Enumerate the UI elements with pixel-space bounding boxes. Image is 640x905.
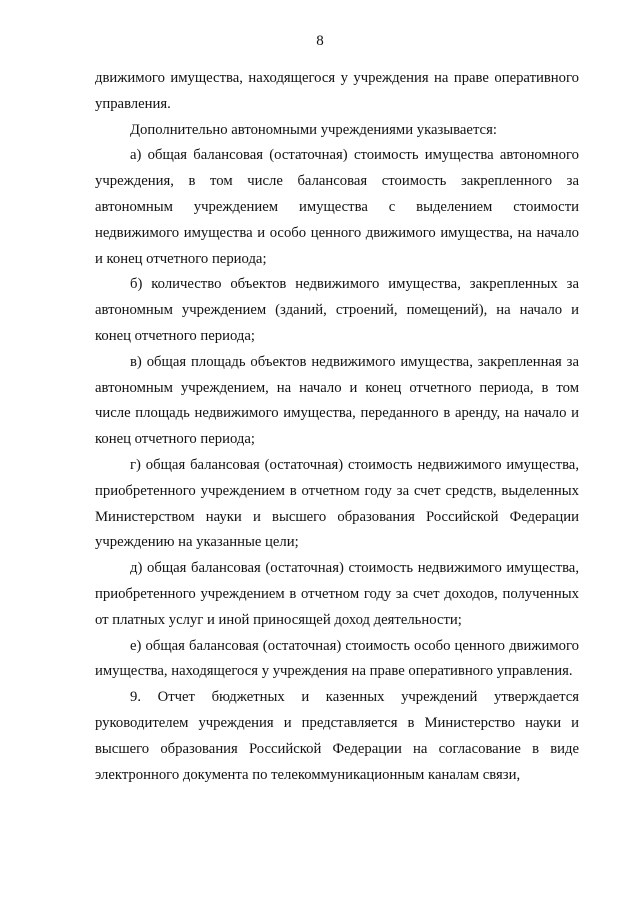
paragraph-item-d: д) общая балансовая (остаточная) стоимость недвижимого имущества, приобретенного учреждением в отчетном году за счет доходов, полученных от платных услуг и иной приносящей доход деятельности; [95, 560, 579, 628]
document-body [95, 66, 579, 788]
paragraph-section-9: 9. Отчет бюджетных и казенных учреждений утверждается руководителем учреждения и представляется в Министерство науки и высшего образования Российской Федерации на согласование в виде электронного документа по телекоммуникационным каналам связи, [95, 689, 579, 783]
paragraph-item-a: а) общая балансовая (остаточная) стоимость имущества автономного учреждения, в том числе балансовая стоимость закрепленного за автономным учреждением имущества с выделением стоимости недвижимого имущества и особо ценного движимого имущества, на начало и конец отчетного периода; [95, 147, 579, 267]
paragraph-item-e: е) общая балансовая (остаточная) стоимость особо ценного движимого имущества, находящегося у учреждения на праве оперативного управления. [95, 637, 579, 680]
paragraph-item-v: в) общая площадь объектов недвижимого имущества, закрепленная за автономным учреждением, на начало и конец отчетного периода, в том числе площадь недвижимого имущества, переданного в аренду, на начало и конец отчетного периода; [95, 353, 579, 448]
page-number: 8 [316, 33, 324, 49]
paragraph-item-g: г) общая балансовая (остаточная) стоимость недвижимого имущества, приобретенного учреждением в отчетном году за счет средств, выделенных Министерством науки и высшего образования Российской Федерации учреждению на указанные цели; [95, 456, 579, 551]
paragraph-item-b: б) количество объектов недвижимого имущества, закрепленных за автономным учреждением (зданий, строений, помещений), на начало и конец отчетного периода; [95, 276, 579, 344]
paragraph-autonomous-intro: Дополнительно автономными учреждениями указывается: [130, 121, 497, 138]
paragraph-continuation: движимого имущества, находящегося у учреждения на праве оперативного управления. [95, 70, 579, 112]
